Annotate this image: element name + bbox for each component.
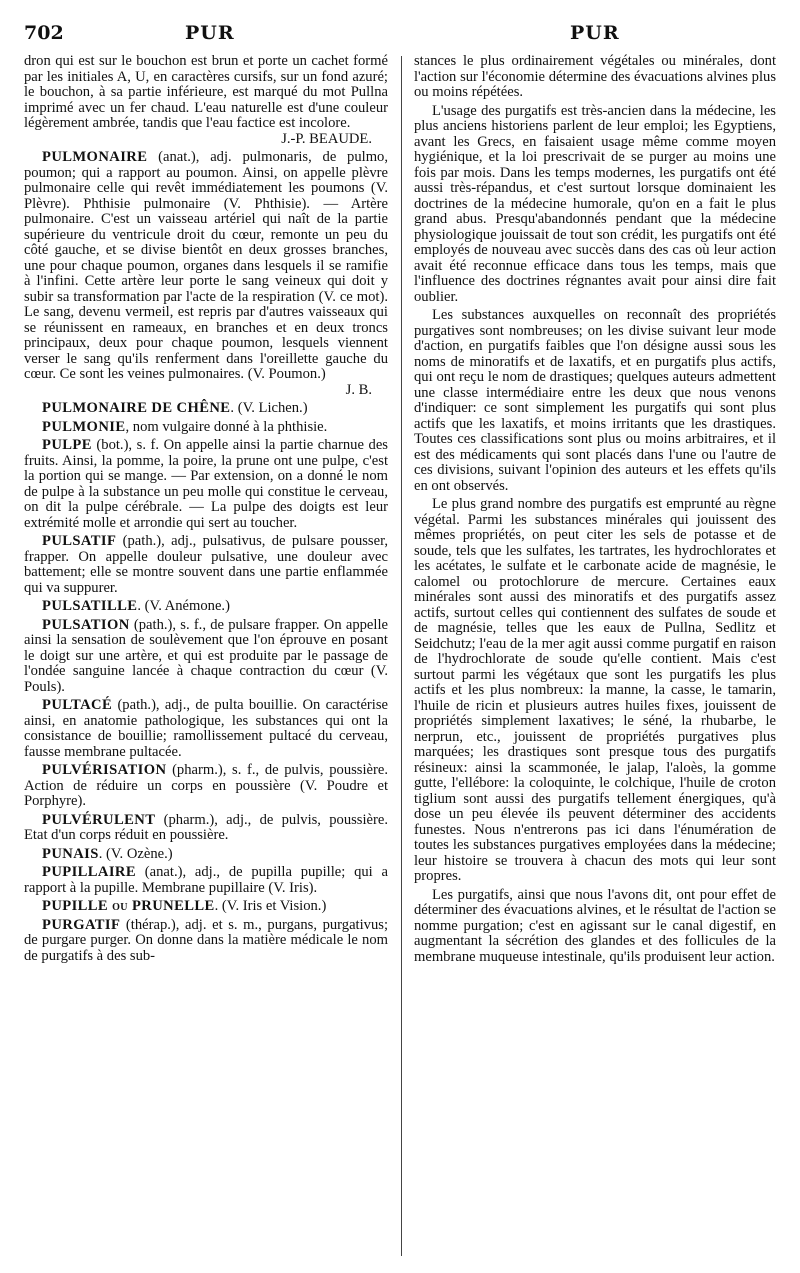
dictionary-entry bbox=[24, 54, 388, 147]
dictionary-entry bbox=[24, 918, 388, 965]
entry-text: (bot.), s. f. On appelle ainsi la partie charnue des fruits. Ainsi, la pomme, la poire, la prune ont une pulpe, c'est la portion qui se mange. — Par extension, on a donné le nom de pulpe à la substance un peu molle qui constitue le cerveau, on dit la pulpe cérébrale. — La pulpe des doigts est leur extrémité molle et arrondie qui sert au toucher. bbox=[24, 437, 388, 531]
paragraph: Les substances auxquelles on reconnaît des propriétés purgatives sont nombreuses; on les divise suivant leur mode d'action, en purgatifs faibles que l'on désigne aussi sous les noms de minoratifs et de laxatifs, et en purgatifs plus actifs, qui ont reçu le nom de drastiques; quelques auteurs admettent une classe intermédiaire entre les deux que nous venons d'indiquer: ce sont simplement les purgatifs qui sont plus actifs que les laxatifs, et moins irritants que les drastiques. Toutes ces classifications sont plus ou moins arbitraires, et il est des médicaments qui sont placés dans l'une ou l'autre de ces divisions, suivant l'opinion des auteurs et les effets qu'ils en ont observés. bbox=[414, 307, 776, 494]
entry-text: (path.), s. f., de pulsare frapper. On appelle ainsi la sensation de soulèvement que l'on éprouve en posant le doigt sur une artère, et qui est produite par le passage de l'ondée sanguine lancée à chaque contraction du cœur (V. Pouls). bbox=[24, 616, 388, 695]
dictionary-entry bbox=[24, 534, 388, 596]
entry-text: (anat.), adj., de pupilla pupille; qui a rapport à la pupille. Membrane pupillaire (V. Iris). bbox=[24, 864, 388, 896]
dictionary-entry bbox=[24, 865, 388, 896]
dictionary-entry bbox=[24, 150, 388, 398]
entry-headword: PULMONIE bbox=[42, 418, 126, 435]
entry-headword: PULPE bbox=[42, 437, 92, 453]
dictionary-entry bbox=[24, 763, 388, 810]
dictionary-entry bbox=[24, 401, 388, 417]
right-column bbox=[414, 54, 776, 965]
dictionary-entry bbox=[24, 813, 388, 844]
paragraph: Les purgatifs, ainsi que nous l'avons dit, ont pour effet de déterminer des évacuations alvines, et le résultat de l'action se nomme purgation; c'est en agissant sur le canal digestif, en augmentant la sécrétion des glandes et des follicules de la membrane muqueuse intestinale, qu'ils produisent leur action. bbox=[414, 886, 776, 965]
paragraph: stances le plus ordinairement végétales ou minérales, dont l'action sur l'économie détermine des évacuations alvines plus ou moins répétées. bbox=[414, 53, 776, 100]
dictionary-entry bbox=[24, 899, 388, 915]
entry-text: (pharm.), s. f., de pulvis, poussière. Action de réduire un corps en poussière (V. Poudre et Porphyre). bbox=[24, 762, 388, 809]
running-head-right: PUR bbox=[570, 22, 620, 44]
entry-text: , nom vulgaire donné à la phthisie. bbox=[125, 418, 328, 435]
entry-text: . (V. Anémone.) bbox=[137, 598, 230, 614]
entry-headword: PUPILLE ou PRUNELLE bbox=[42, 898, 215, 914]
paragraph: L'usage des purgatifs est très-ancien dans la médecine, les plus anciens historiens parlent de leur emploi; les Egyptiens, avant les Grecs, en faisaient usage même comme moyen hygiénique, et la loi prescrivait de se purger au moins une fois par mois. Dans les temps modernes, les purgatifs ont été aussi très-répandus, et c'est surtout lorsque dominaient les doctrines de la médecine humorale, qu'on en a fait le plus grand abus. Presqu'abandonnés pendant que la médecine physiologique jouissait de tout son crédit, les purgatifs ont été employés de nouveau avec succès dans des cas où leur action avait été reconnue efficace dans tous les temps, mais que l'influence des doctrines régnantes avait pour ainsi dire fait oublier. bbox=[414, 102, 776, 305]
entry-headword: PURGATIF bbox=[42, 916, 121, 933]
dictionary-entry bbox=[24, 599, 388, 615]
left-column bbox=[24, 54, 388, 964]
entry-headword: PUNAIS bbox=[42, 845, 99, 862]
entry-headword: PULTACÉ bbox=[42, 697, 113, 713]
entry-signature: J.-P. BEAUDE. bbox=[281, 130, 372, 147]
entry-headword: PULMONAIRE bbox=[42, 149, 148, 165]
dictionary-entry bbox=[24, 618, 388, 696]
entry-headword: PULMONAIRE DE CHÊNE bbox=[42, 400, 231, 416]
entry-signature: J. B. bbox=[345, 381, 372, 398]
entry-text: . (V. Lichen.) bbox=[230, 400, 308, 416]
entry-text: (path.), adj., de pulta bouillie. On caractérise ainsi, en anatomie pathologique, les substances qui ont la consistance de bouillie; ramollissement pultacé du cerveau, fausse membrane pultacée. bbox=[24, 697, 388, 760]
entry-text: (anat.), adj. pulmonaris, de pulmo, poumon; qui a rapport au poumon. Ainsi, on appelle plèvre pulmonaire celle qui revêt immédiatement les poumons (V. Plèvre). Phthisie pulmonaire (V. Phthisie). — Artère pulmonaire. C'est un vaisseau artériel qui naît de la partie supérieure du ventricule droit du cœur, remonte un peu du côté gauche, et se divise bientôt en deux grosses branches, une pour chaque poumon, organes dans lesquels il se ramifie à l'infini. Cette artère leur porte le sang veineux qui doit y subir sa transformation par l'acte de la respiration (V. ce mot). Le sang, devenu vermeil, est repris par d'autres vaisseaux qui se réunissent en rameaux, en branches et en deux troncs principaux, deux pour chaque poumon, lesquels viennent verser le sang qu'ils renferment dans l'oreillette gauche du cœur. Ce sont les veines pulmonaires. (V. Poumon.) bbox=[24, 149, 388, 382]
entry-text: (pharm.), adj., de pulvis, poussière. Etat d'un corps réduit en poussière. bbox=[24, 811, 388, 843]
page-header bbox=[0, 22, 800, 46]
entry-text: (thérap.), adj. et s. m., purgans, purgativus; de purgare purger. On donne dans la matière médicale le nom de purgatifs à des sub- bbox=[24, 916, 388, 964]
column-divider bbox=[401, 56, 402, 1256]
entry-text: . (V. Iris et Vision.) bbox=[214, 898, 327, 914]
entry-headword: PUPILLAIRE bbox=[42, 864, 137, 880]
entry-headword: PULSATILLE bbox=[42, 598, 138, 614]
dictionary-entry bbox=[24, 420, 388, 436]
paragraph: Le plus grand nombre des purgatifs est emprunté au règne végétal. Parmi les substances minérales qui jouissent des mêmes propriétés, on peut citer les sels de potasse et de soude, tels que les sulfates, les tartrates, les hydrochlorates et les acétates, le sulfate et le carbonate acide de magnésie, le calomel ou protochlorure de mercure. Certaines eaux minérales sont aussi des minoratifs et des purgatifs assez actifs, surtout celles qui contiennent des sulfates de soude et de magnésie, telles que les eaux de Pullna, Sedlitz et Seidchutz; l'eau de la mer agit aussi comme purgatif en raison de l'hydrochlorate de soude qu'elle contient. Mais c'est surtout parmi les végétaux que sont les purgatifs les plus actifs et les plus nombreux: la manne, la casse, le tamarin, l'huile de ricin et plusieurs autres huiles fixes, jouissent de propriétés simplement laxatives; le séné, la rhubarbe, le nerprun, etc., jouissent de propriétés purgatives plus marquées; les drastiques sont presque tous des purgatifs résineux: ainsi la scammonée, le jalap, l'aloès, la gomme gutte, l'ellébore: la coloquinte, le colchique, l'huile de croton tiglium sont aussi des purgatifs tellement énergiques, qu'à dose un peu élevée ils peuvent déterminer des accidents funestes. Nous n'entrerons pas ici dans l'énumération de toutes les substances purgatives employées dans la médecine; leur histoire se trouvera à chacun des mots qui leur sont propres. bbox=[414, 496, 776, 884]
entry-headword: PULVÉRISATION bbox=[42, 762, 167, 778]
entry-headword: PULSATIF bbox=[42, 533, 117, 549]
entry-headword: PULVÉRULENT bbox=[42, 811, 156, 828]
running-head-left: PUR bbox=[185, 22, 235, 44]
dictionary-entry bbox=[24, 438, 388, 531]
dictionary-entry bbox=[24, 847, 388, 863]
entry-text: dron qui est sur le bouchon est brun et porte un cachet formé par les initiales A, U, en caractères cursifs, sur un fond azuré; le bouchon, à sa partie inférieure, est marqué du mot Pullna imprimé avec un fer chaud. L'eau naturelle est d'une couleur légèrement ambrée, tandis que l'eau factice est incolore. bbox=[24, 53, 388, 131]
page-number: 702 bbox=[24, 22, 64, 44]
entry-headword: PULSATION bbox=[42, 616, 130, 633]
entry-text: (path.), adj., pulsativus, de pulsare pousser, frapper. On appelle douleur pulsative, une douleur avec battement; elle se montre souvent dans une partie enflammée qui va suppurer. bbox=[24, 533, 388, 596]
entry-text: . (V. Ozène.) bbox=[98, 845, 173, 862]
dictionary-entry bbox=[24, 698, 388, 760]
